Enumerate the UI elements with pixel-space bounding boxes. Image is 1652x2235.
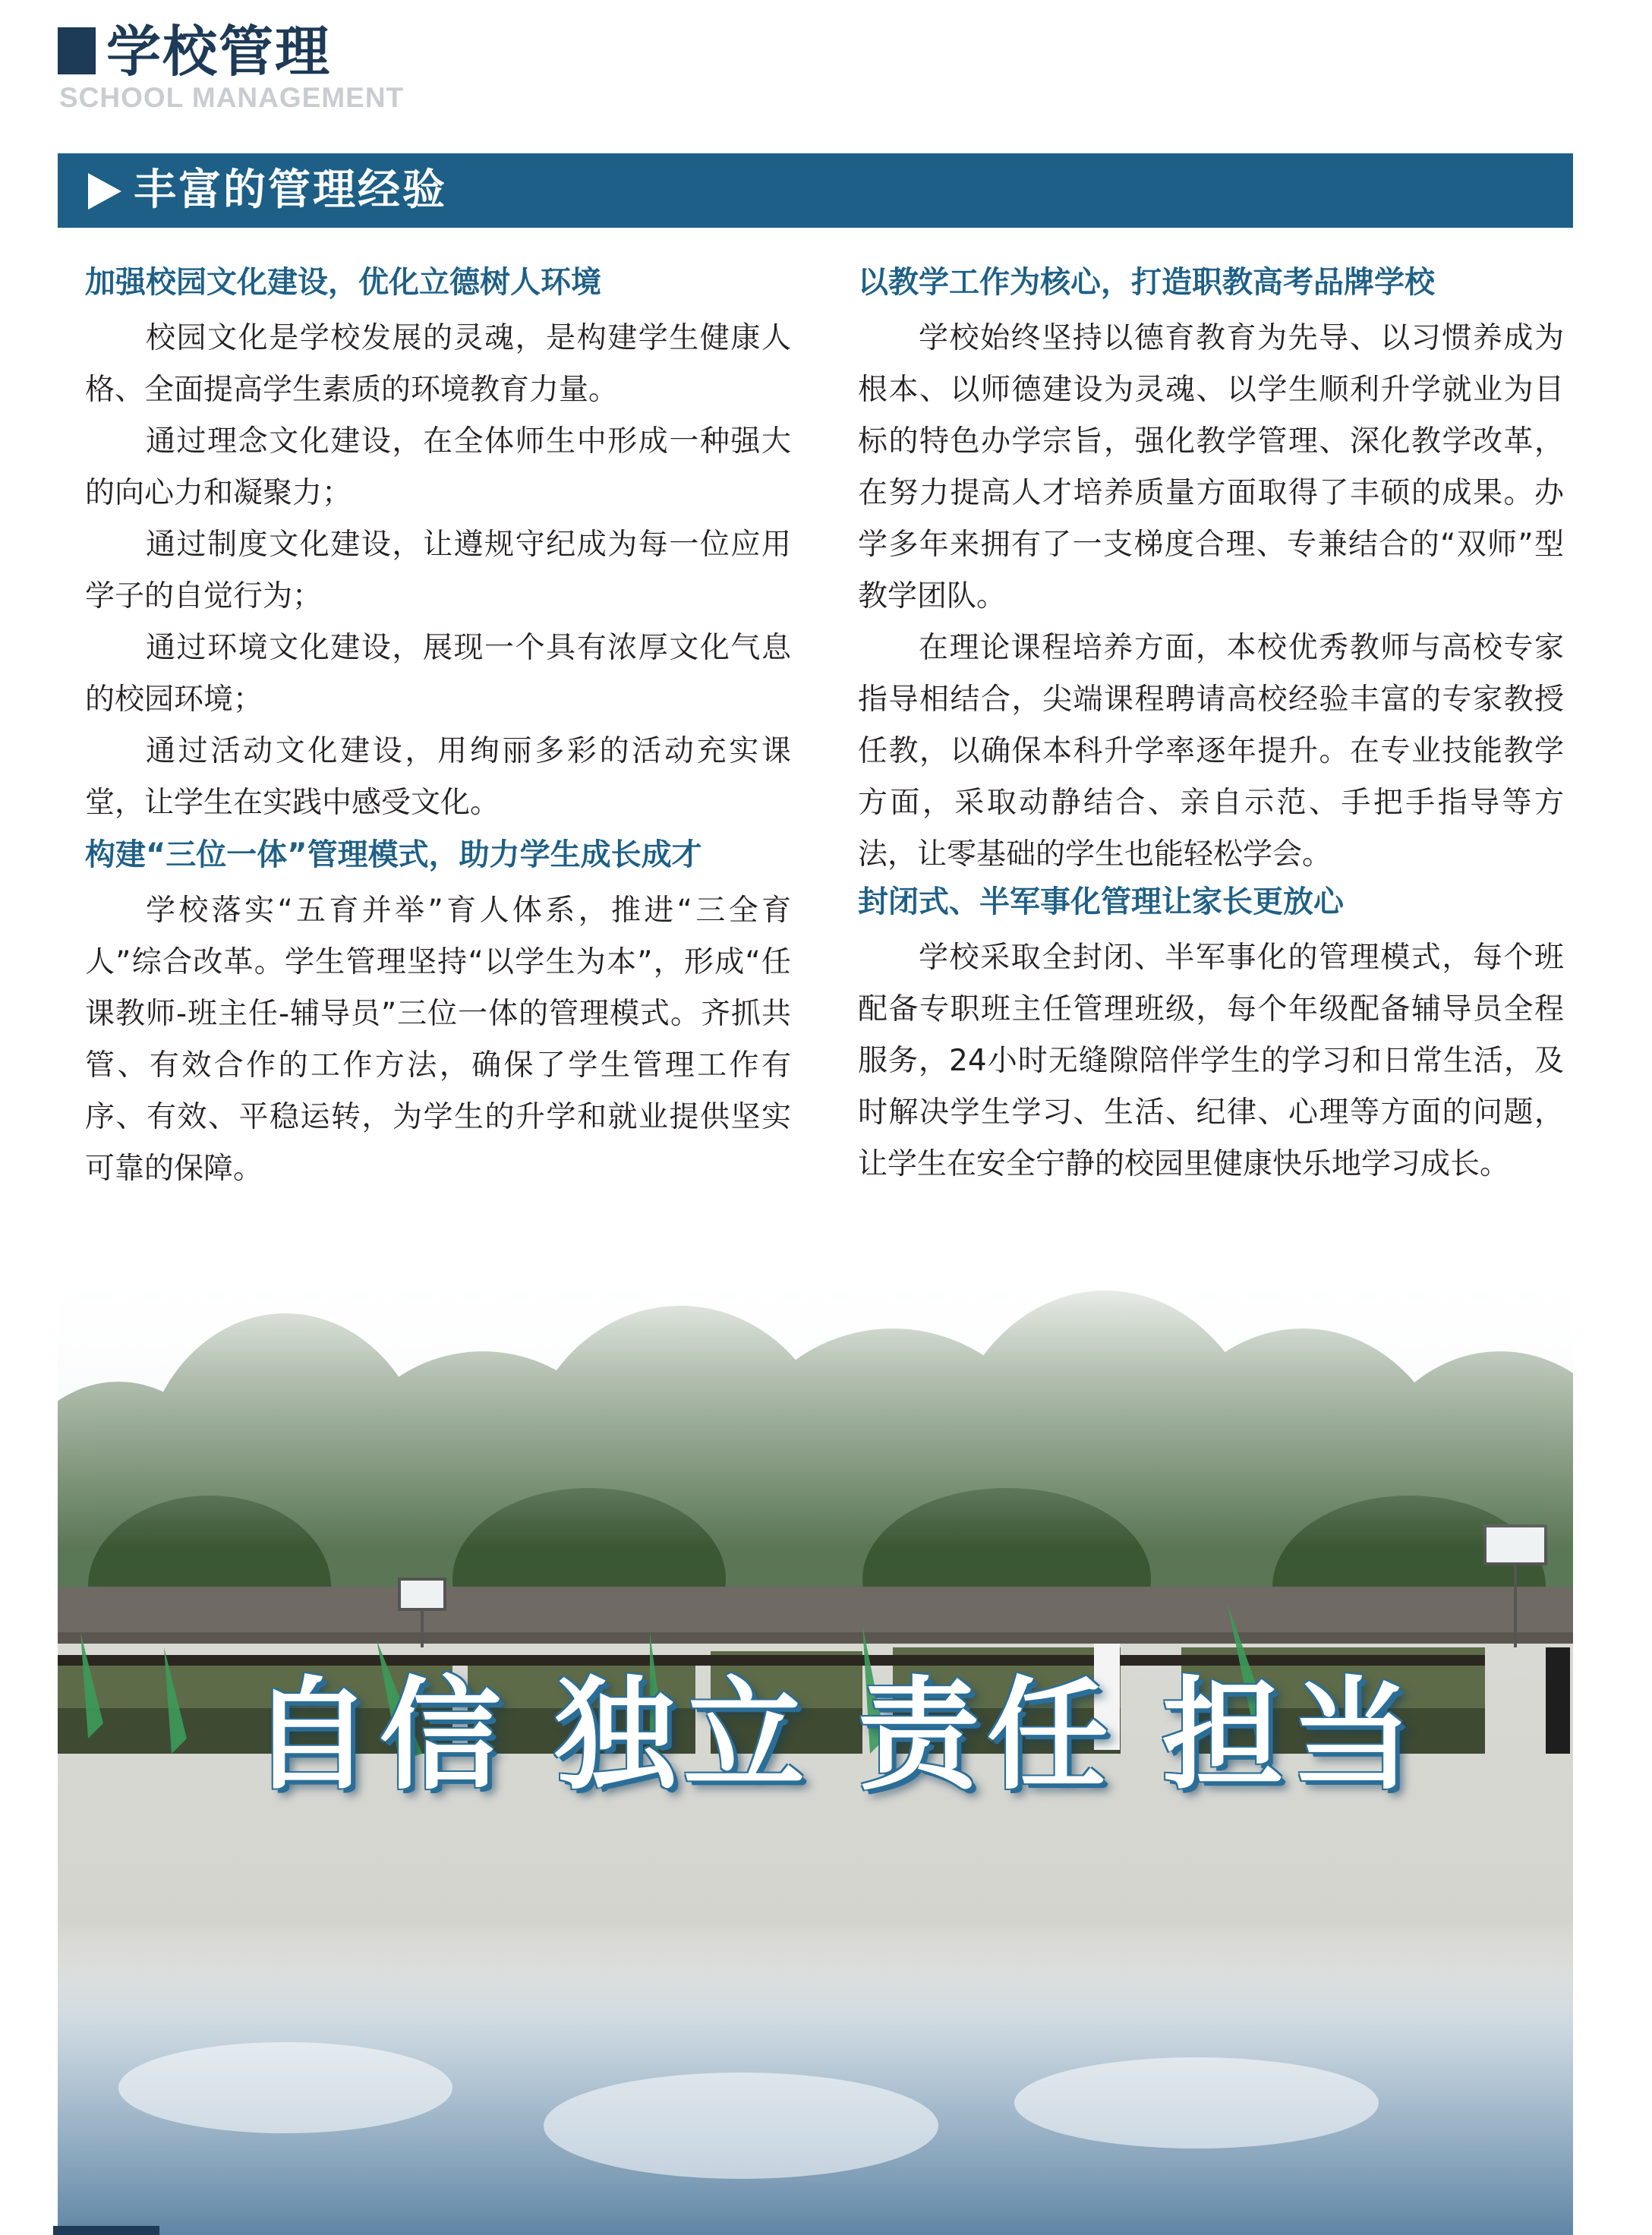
right-paragraph-1: 学校始终坚持以德育教育为先导、以习惯养成为根本、以师德建设为灵魂、以学生顺利升学就业为目标的特色办学宗旨，强化教学管理、深化教学改革，在努力提高人才培养质量方面取得了丰硕的成果。办学多年来拥有了一支梯度合理、专兼结合的“双师”型教学团队。 (858, 321, 1564, 613)
slogan (251, 1664, 1465, 1806)
left-heading-2: 构建“三位一体”管理模式，助力学生成长成才 (85, 837, 702, 872)
right-heading-2: 封闭式、半军事化管理让家长更放心 (858, 884, 1344, 919)
slogan-word-4: 担当 (1162, 1664, 1420, 1806)
left-paragraph-1: 校园文化是学校发展的灵魂，是构建学生健康人格、全面提高学生素质的环境教育力量。 (85, 321, 791, 407)
slogan-word-1: 自信 (251, 1664, 509, 1806)
left-paragraph-2: 通过理念文化建设，在全体师生中形成一种强大的向心力和凝聚力； (85, 424, 791, 510)
page-corner-mark (53, 2226, 159, 2235)
play-triangle-icon (88, 173, 121, 210)
left-heading-1: 加强校园文化建设，优化立德树人环境 (85, 265, 601, 300)
right-paragraph-2: 在理论课程培养方面，本校优秀教师与高校专家指导相结合，尖端课程聘请高校经验丰富的专家教授任教，以确保本科升学率逐年提升。在专业技能教学方面，采取动静结合、亲自示范、手把手指导等方法，让零基础的学生也能轻松学会。 (858, 631, 1564, 872)
left-paragraph-4: 通过环境文化建设，展现一个具有浓厚文化气息的校园环境； (85, 631, 791, 717)
section-title-bar (58, 153, 1573, 228)
section-title: 丰富的管理经验 (134, 165, 447, 215)
page-title: 学校管理 (106, 20, 332, 84)
right-paragraph-3: 学校采取全封闭、半军事化的管理模式，每个班配备专职班主任管理班级，每个年级配备辅导员全程服务，24小时无缝隙陪伴学生的学习和日常生活，及时解决学生学习、生活、纪律、心理等方面的问题，让学生在安全宁静的校园里健康快乐地学习成长。 (858, 941, 1564, 1181)
right-column (858, 261, 1564, 1190)
page-subtitle: SCHOOL MANAGEMENT (59, 82, 405, 113)
right-heading-1: 以教学工作为核心，打造职教高考品牌学校 (858, 265, 1435, 300)
slogan-word-2: 独立 (554, 1664, 813, 1806)
left-paragraph-6: 学校落实“五育并举”育人体系，推进“三全育人”综合改革。学生管理坚持“以学生为本”，形成“任课教师-班主任-辅导员”三位一体的管理模式。齐抓共管、有效合作的工作方法，确保了学生管理工作有序、有效、平稳运转，为学生的升学和就业提供坚实可靠的保障。 (85, 894, 791, 1186)
left-paragraph-3: 通过制度文化建设，让遵规守纪成为每一位应用学子的自觉行为； (85, 528, 791, 613)
left-column (85, 261, 791, 1195)
header-square-marker (58, 27, 96, 74)
slogan-word-3: 责任 (858, 1664, 1117, 1806)
left-paragraph-5: 通过活动文化建设，用绚丽多彩的活动充实课堂，让学生在实践中感受文化。 (85, 734, 791, 820)
